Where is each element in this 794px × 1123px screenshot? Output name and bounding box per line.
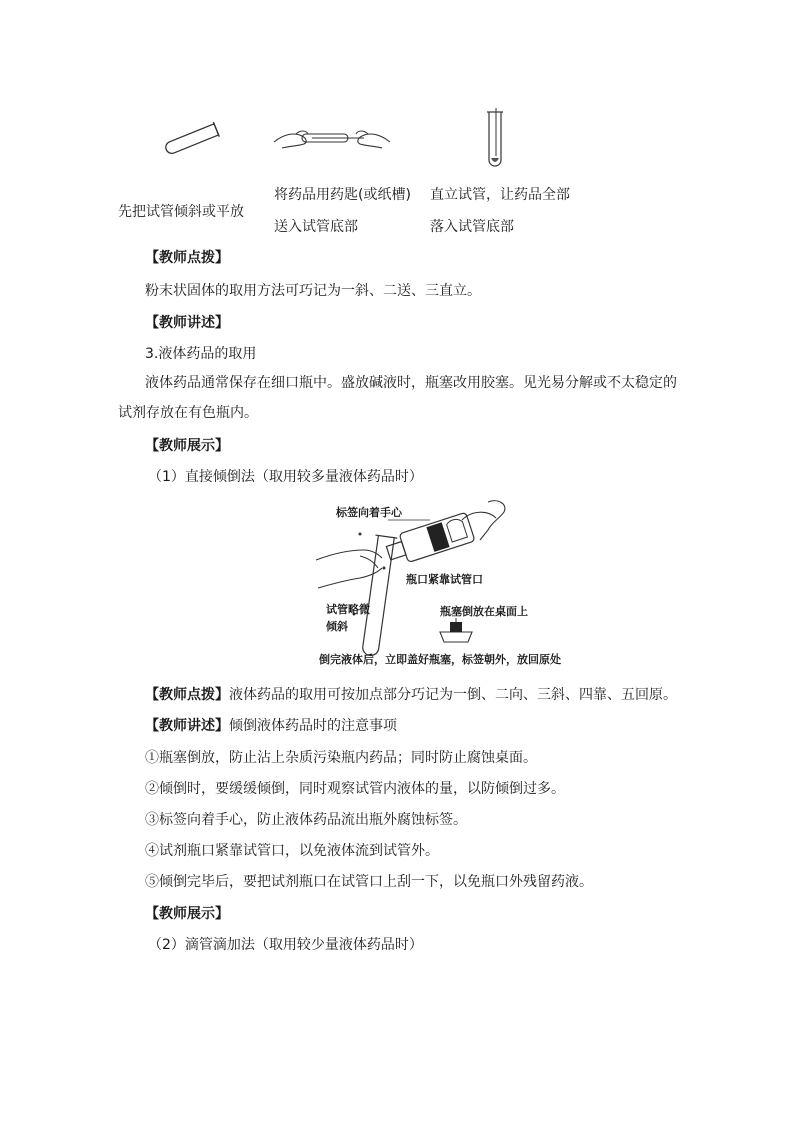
step1-caption: 先把试管倾斜或平放	[118, 204, 244, 220]
step2-caption-line1: 将药品用药匙(或纸槽)	[274, 187, 411, 203]
tip1-heading: 【教师点拨】	[145, 250, 229, 266]
lecture2-line	[145, 716, 397, 736]
tip2-line	[145, 685, 677, 705]
lecture1-paragraph-line2: 试剂存放在有色瓶内。	[118, 405, 258, 421]
figure-label-bottle-mouth: 瓶口紧靠试管口	[406, 573, 483, 586]
tip1-text: 粉末状固体的取用方法可巧记为一斜、二送、三直立。	[145, 283, 481, 299]
step3-caption-line2: 落入试管底部	[430, 219, 514, 235]
figure-label-tube-tilt-2: 倾斜	[326, 620, 348, 633]
figure-label-stopper: 瓶塞倒放在桌面上	[440, 605, 528, 618]
lecture1-heading: 【教师讲述】	[145, 315, 229, 331]
tip2-text: 液体药品的取用可按加点部分巧记为一倒、二向、三斜、四靠、五回原。	[229, 687, 677, 703]
figure-label-tube-tilt-1: 试管略微	[326, 603, 370, 616]
lecture2-title: 倾倒液体药品时的注意事项	[229, 718, 397, 734]
tip2-heading: 【教师点拨】	[145, 687, 229, 703]
lecture2-heading: 【教师讲述】	[145, 718, 229, 734]
show1-method: （1）直接倾倒法（取用较多量液体药品时）	[148, 469, 423, 485]
figure-caption: 倒完液体后，立即盖好瓶塞，标签朝外，放回原处	[319, 653, 561, 666]
precaution-item: ①瓶塞倒放，防止沾上杂质污染瓶内药品；同时防止腐蚀桌面。	[145, 750, 537, 766]
show2-method: （2）滴管滴加法（取用较少量液体药品时）	[148, 937, 423, 953]
upright-test-tube-figure	[480, 108, 510, 170]
step2-caption-line2: 送入试管底部	[274, 219, 358, 235]
show2-heading: 【教师展示】	[145, 906, 229, 922]
step3-caption-line1: 直立试管，让药品全部	[430, 187, 570, 203]
lecture1-paragraph-line1: 液体药品通常保存在细口瓶中。盛放碱液时，瓶塞改用胶塞。见光易分解或不太稳定的	[145, 375, 677, 391]
show1-heading: 【教师展示】	[145, 438, 229, 454]
tilted-test-tube-figure	[160, 118, 230, 158]
lecture1-subtitle: 3.液体药品的取用	[145, 346, 257, 362]
precaution-item: ④试剂瓶口紧靠试管口，以免液体流到试管外。	[145, 843, 439, 859]
spatula-into-tube-figure	[272, 120, 392, 154]
precaution-item: ③标签向着手心，防止液体药品流出瓶外腐蚀标签。	[145, 812, 467, 828]
precaution-item: ②倾倒时，要缓缓倾倒，同时观察试管内液体的量，以防倾倒过多。	[145, 781, 565, 797]
figure-label-hand: 标签向着手心	[336, 506, 402, 519]
precaution-item: ⑤倾倒完毕后，要把试剂瓶口在试管口上刮一下，以免瓶口外残留药液。	[145, 874, 593, 890]
